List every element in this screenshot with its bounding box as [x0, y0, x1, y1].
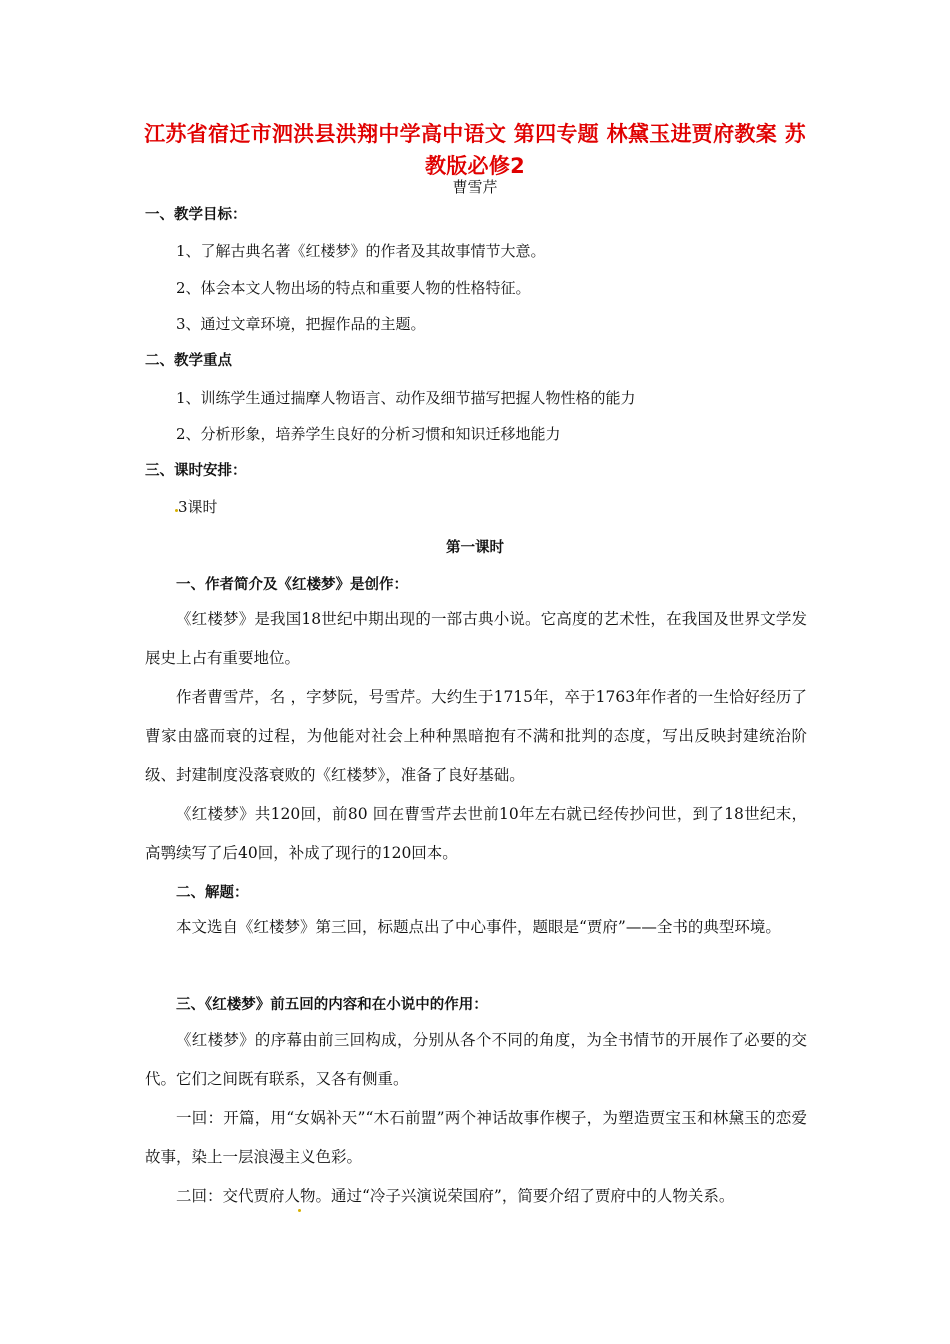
- key-point-item: 1、训练学生通过揣摩人物语言、动作及细节描写把握人物性格的能力: [176, 389, 636, 407]
- chapters-paragraph: 一回：开篇，用“女娲补天”“木石前盟”两个神话故事作楔子，为塑造贾宝玉和林黛玉的恋爱故事，染上一层浪漫主义色彩。: [145, 1109, 807, 1166]
- author-intro-paragraph: 《红楼梦》共120回，前80 回在曹雪芹去世前10年左右就已经传抄问世，到了18世纪末，高鹗续写了后40回，补成了现行的120回本。: [145, 805, 807, 862]
- key-point-item: 2、分析形象，培养学生良好的分析习惯和知识迁移地能力: [176, 425, 561, 443]
- chapters-paragraph: 《红楼梦》的序幕由前三回构成，分别从各个不同的角度，为全书情节的开展作了必要的交代。它们之间既有联系，又各有侧重。: [145, 1031, 807, 1088]
- goal-item: 3、通过文章环境，把握作品的主题。: [176, 315, 426, 333]
- mark-dot: [175, 509, 178, 512]
- author-intro-paragraph: 《红楼梦》是我国18世纪中期出现的一部古典小说。它高度的艺术性，在我国及世界文学发展史上占有重要地位。: [145, 610, 807, 667]
- author-intro-heading: 一、作者简介及《红楼梦》是创作：: [176, 577, 408, 593]
- goal-item: 2、体会本文人物出场的特点和重要人物的性格特征。: [176, 279, 531, 297]
- document-title: 江苏省宿迁市泗洪县洪翔中学高中语文 第四专题 林黛玉进贾府教案 苏教版必修2: [144, 122, 806, 178]
- schedule-heading: 三、课时安排：: [145, 463, 247, 479]
- schedule-text: 3课时: [178, 498, 218, 516]
- title-analysis-heading: 二、解题：: [176, 885, 249, 901]
- first-five-chapters-heading: 三、《红楼梦》前五回的内容和在小说中的作用：: [176, 997, 488, 1013]
- mark-dot: [298, 1209, 301, 1212]
- title-analysis-paragraph: 本文选自《红楼梦》第三回，标题点出了中心事件，题眼是“贾府”——全书的典型环境。: [176, 918, 781, 936]
- chapters-paragraph: 二回：交代贾府人物。通过“冷子兴演说荣国府”，简要介绍了贾府中的人物关系。: [176, 1187, 735, 1205]
- goals-heading: 一、教学目标：: [145, 207, 247, 223]
- key-points-heading: 二、教学重点: [145, 353, 232, 369]
- goal-item: 1、了解古典名著《红楼梦》的作者及其故事情节大意。: [176, 242, 546, 260]
- author-intro-paragraph: 作者曹雪芹，名 ，字梦阮，号雪芹。大约生于1715年，卒于1763年作者的一生恰好经历了曹家由盛而衰的过程，为他能对社会上种种黑暗抱有不满和批判的态度，写出反映封建统治阶级、封建制度没落衰败的《红楼梦》，准备了良好基础。: [145, 688, 807, 784]
- lesson-heading: 第一课时: [446, 540, 504, 556]
- author-name: 曹雪芹: [452, 178, 498, 196]
